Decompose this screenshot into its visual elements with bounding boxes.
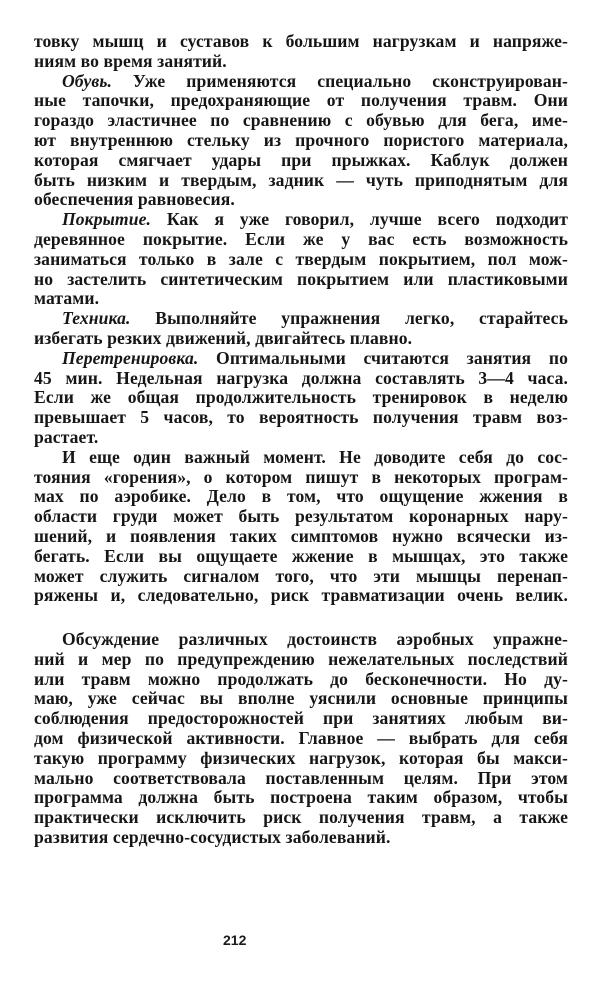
line-text: или травм можно продолжать до бесконечности. Но ду- — [34, 668, 568, 689]
line-text: Выполняйте упражнения легко, старайтесь — [130, 308, 568, 329]
line-text: развития сердечно-сосудистых заболеваний. — [34, 826, 391, 847]
book-page — [34, 31, 568, 847]
text-line — [34, 329, 568, 349]
text-line — [34, 630, 568, 650]
text-line — [34, 131, 568, 151]
line-text: обеспечения равновесия. — [34, 189, 235, 210]
text-line — [34, 408, 568, 428]
line-text: гораздо эластичнее по сравнению с обувью для бега, име- — [34, 110, 568, 131]
text-line — [34, 151, 568, 171]
text-line — [34, 448, 568, 468]
line-text: Оптимальными считаются занятия по — [198, 347, 568, 368]
text-line — [34, 230, 568, 250]
line-text: соблюдения предосторожностей при занятиях любым ви- — [34, 708, 568, 729]
text-line — [34, 349, 568, 369]
text-line — [34, 729, 568, 749]
text-line — [34, 670, 568, 690]
text-line — [34, 749, 568, 769]
line-text: тояния «горения», о котором пишут в некоторых програм- — [34, 466, 568, 487]
text-line — [34, 52, 568, 72]
line-text: Уже применяются специально сконструирован- — [111, 70, 568, 91]
text-line — [34, 32, 568, 52]
section-lead-term: Покрытие. — [62, 209, 151, 230]
line-text: 45 мин. Недельная нагрузка должна составлять 3—4 часа. — [34, 367, 568, 388]
text-line — [34, 527, 568, 547]
text-line — [34, 210, 568, 230]
line-text: программа должна быть построена таким образом, чтобы — [34, 787, 568, 808]
text-line — [34, 428, 568, 448]
line-text: Если же общая продолжительность тренировок в неделю — [34, 387, 568, 408]
text-line — [34, 91, 568, 111]
text-line — [34, 289, 568, 309]
text-line — [34, 650, 568, 670]
text-line — [34, 250, 568, 270]
text-line — [34, 689, 568, 709]
line-text: ний и мер по предупреждению нежелательных последствий — [34, 648, 568, 669]
text-line — [34, 309, 568, 329]
line-text: ют внутреннюю стельку из прочного пористого материала, — [34, 129, 568, 150]
text-line — [34, 270, 568, 290]
line-text: быть низким и твердым, задник — чуть приподнятым для — [34, 169, 568, 190]
text-line — [34, 171, 568, 191]
text-line — [34, 111, 568, 131]
line-text: мах по аэробике. Дело в том, что ощущение жжения в — [34, 486, 568, 507]
line-text: товку мышц и суставов к большим нагрузкам и напряже- — [34, 31, 568, 51]
line-text: Обсуждение различных достоинств аэробных упражне- — [62, 629, 568, 649]
line-text: может служить сигналом того, что эти мышцы перенап- — [34, 565, 568, 586]
line-text: такую программу физических нагрузок, которая бы макси- — [34, 747, 568, 768]
line-text: бегать. Если вы ощущаете жжение в мышцах, это также — [34, 545, 568, 566]
line-text: которая смягчает удары при прыжках. Каблук должен — [34, 149, 568, 170]
text-line — [34, 507, 568, 527]
line-text: ряжены и, следовательно, риск травматизации очень велик. — [34, 585, 568, 606]
line-text: И еще один важный момент. Не доводите себя до сос- — [62, 446, 568, 467]
line-text: превышает 5 часов, то вероятность получения травм воз- — [34, 407, 568, 428]
text-line — [34, 369, 568, 389]
line-text: растает. — [34, 426, 99, 447]
line-text: заниматься только в зале с твердым покрытием, пол мож- — [34, 248, 568, 269]
line-text: дом физической активности. Главное — выбрать для себя — [34, 727, 568, 748]
line-text: ные тапочки, предохраняющие от получения травм. Они — [34, 90, 568, 111]
text-line — [34, 586, 568, 606]
section-lead-term: Техника. — [62, 308, 131, 329]
text-block-main — [34, 32, 568, 606]
text-line — [34, 190, 568, 210]
section-lead-term: Обувь. — [62, 70, 112, 91]
text-line — [34, 808, 568, 828]
text-line — [34, 567, 568, 587]
line-text: Как я уже говорил, лучше всего подходит — [150, 209, 568, 230]
text-line — [34, 547, 568, 567]
line-text: маю, уже сейчас вы вполне уяснили основные принципы — [34, 688, 568, 709]
text-line — [34, 487, 568, 507]
line-text: матами. — [34, 288, 100, 309]
text-line — [34, 788, 568, 808]
text-line — [34, 769, 568, 789]
line-text: области груди может быть результатом коронарных нару- — [34, 506, 568, 527]
text-line — [34, 828, 568, 848]
line-text: избегать резких движений, двигайтесь плавно. — [34, 327, 413, 348]
text-line — [34, 709, 568, 729]
text-line — [34, 388, 568, 408]
line-text: шений, и появления таких симптомов нужно всячески из- — [34, 525, 568, 546]
line-text: ниям во время занятий. — [34, 50, 227, 71]
text-block-conclusion — [34, 630, 568, 848]
line-text: практически исключить риск получения травм, а также — [34, 807, 568, 828]
text-line — [34, 468, 568, 488]
page-number-label: 212 — [223, 932, 247, 948]
text-line — [34, 72, 568, 92]
line-text: но застелить синтетическим покрытием или пластиковыми — [34, 268, 568, 289]
line-text: мально соответствовала поставленным целям. При этом — [34, 767, 568, 788]
section-lead-term: Перетренировка. — [62, 347, 199, 368]
line-text: деревянное покрытие. Если же у вас есть возможность — [34, 228, 568, 249]
